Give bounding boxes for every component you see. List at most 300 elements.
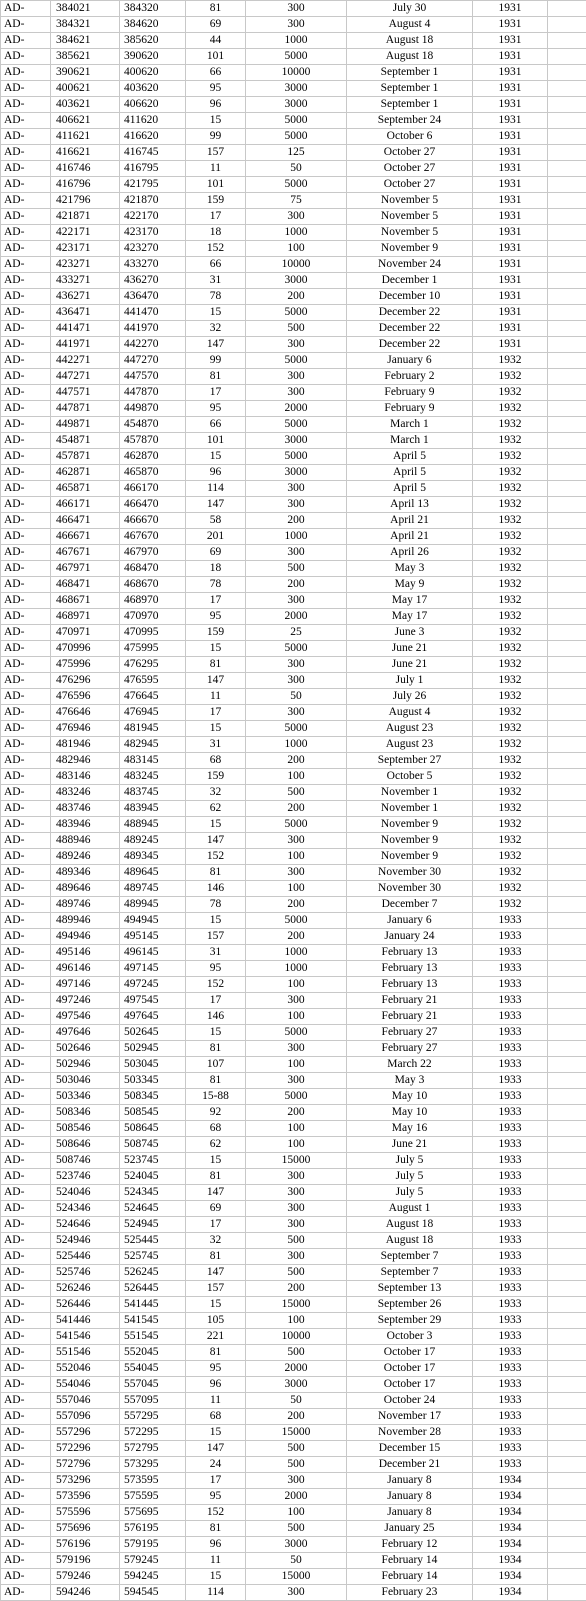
- end-number-cell: 468470: [120, 561, 186, 577]
- table-row: [1, 273, 586, 289]
- table-row: [1, 753, 586, 769]
- year-cell: 1932: [473, 561, 548, 577]
- quantity-cell: 300: [246, 1473, 347, 1489]
- date-cell: February 13: [347, 977, 473, 993]
- table-row: [1, 1073, 586, 1089]
- start-number-cell: 541546: [51, 1329, 120, 1345]
- code-cell: 95: [186, 961, 246, 977]
- end-number-cell: 576195: [120, 1521, 186, 1537]
- year-cell: 1934: [473, 1489, 548, 1505]
- table-row: [1, 545, 586, 561]
- end-number-cell: 384320: [120, 1, 186, 17]
- start-number-cell: 572796: [51, 1457, 120, 1473]
- table-body: [1, 1, 586, 1601]
- end-number-cell: 525745: [120, 1249, 186, 1265]
- end-number-cell: 442270: [120, 337, 186, 353]
- table-row: [1, 1569, 586, 1585]
- prefix-cell: AD-: [1, 65, 51, 81]
- table-row: [1, 1265, 586, 1281]
- table-row: [1, 257, 586, 273]
- code-cell: 152: [186, 1505, 246, 1521]
- end-number-cell: 467970: [120, 545, 186, 561]
- empty-cell: [548, 433, 586, 449]
- start-number-cell: 481946: [51, 737, 120, 753]
- empty-cell: [548, 1377, 586, 1393]
- empty-cell: [548, 785, 586, 801]
- date-cell: August 23: [347, 737, 473, 753]
- date-cell: March 1: [347, 433, 473, 449]
- quantity-cell: 500: [246, 561, 347, 577]
- end-number-cell: 481945: [120, 721, 186, 737]
- date-cell: November 9: [347, 849, 473, 865]
- year-cell: 1931: [473, 193, 548, 209]
- table-row: [1, 721, 586, 737]
- year-cell: 1932: [473, 641, 548, 657]
- end-number-cell: 462870: [120, 449, 186, 465]
- table-row: [1, 785, 586, 801]
- table-row: [1, 177, 586, 193]
- quantity-cell: 75: [246, 193, 347, 209]
- end-number-cell: 416745: [120, 145, 186, 161]
- year-cell: 1931: [473, 49, 548, 65]
- table-row: [1, 1121, 586, 1137]
- table-row: [1, 1153, 586, 1169]
- empty-cell: [548, 529, 586, 545]
- prefix-cell: AD-: [1, 1377, 51, 1393]
- prefix-cell: AD-: [1, 609, 51, 625]
- table-row: [1, 321, 586, 337]
- quantity-cell: 5000: [246, 177, 347, 193]
- date-cell: February 2: [347, 369, 473, 385]
- end-number-cell: 497645: [120, 1009, 186, 1025]
- date-cell: May 9: [347, 577, 473, 593]
- empty-cell: [548, 881, 586, 897]
- table-row: [1, 1553, 586, 1569]
- table-row: [1, 529, 586, 545]
- table-row: [1, 1409, 586, 1425]
- year-cell: 1934: [473, 1569, 548, 1585]
- empty-cell: [548, 1217, 586, 1233]
- empty-cell: [548, 1265, 586, 1281]
- code-cell: 159: [186, 769, 246, 785]
- year-cell: 1932: [473, 705, 548, 721]
- end-number-cell: 465870: [120, 465, 186, 481]
- table-row: [1, 81, 586, 97]
- year-cell: 1933: [473, 1345, 548, 1361]
- date-cell: June 21: [347, 641, 473, 657]
- date-cell: November 5: [347, 209, 473, 225]
- end-number-cell: 497545: [120, 993, 186, 1009]
- empty-cell: [548, 561, 586, 577]
- prefix-cell: AD-: [1, 529, 51, 545]
- year-cell: 1931: [473, 33, 548, 49]
- empty-cell: [548, 1009, 586, 1025]
- quantity-cell: 5000: [246, 913, 347, 929]
- date-cell: December 22: [347, 337, 473, 353]
- table-row: [1, 993, 586, 1009]
- year-cell: 1933: [473, 1121, 548, 1137]
- empty-cell: [548, 1329, 586, 1345]
- table-row: [1, 609, 586, 625]
- table-row: [1, 561, 586, 577]
- prefix-cell: AD-: [1, 657, 51, 673]
- year-cell: 1931: [473, 241, 548, 257]
- table-row: [1, 497, 586, 513]
- date-cell: November 5: [347, 225, 473, 241]
- end-number-cell: 502945: [120, 1041, 186, 1057]
- code-cell: 15: [186, 1025, 246, 1041]
- code-cell: 81: [186, 1, 246, 17]
- date-cell: September 27: [347, 753, 473, 769]
- year-cell: 1931: [473, 177, 548, 193]
- prefix-cell: AD-: [1, 1089, 51, 1105]
- quantity-cell: 200: [246, 513, 347, 529]
- prefix-cell: AD-: [1, 625, 51, 641]
- empty-cell: [548, 1, 586, 17]
- table-row: [1, 897, 586, 913]
- empty-cell: [548, 737, 586, 753]
- table-row: [1, 1393, 586, 1409]
- start-number-cell: 508346: [51, 1105, 120, 1121]
- empty-cell: [548, 1505, 586, 1521]
- year-cell: 1932: [473, 785, 548, 801]
- table-row: [1, 1425, 586, 1441]
- date-cell: April 26: [347, 545, 473, 561]
- code-cell: 11: [186, 1553, 246, 1569]
- quantity-cell: 200: [246, 1409, 347, 1425]
- table-row: [1, 1057, 586, 1073]
- quantity-cell: 50: [246, 1393, 347, 1409]
- end-number-cell: 524345: [120, 1185, 186, 1201]
- start-number-cell: 436471: [51, 305, 120, 321]
- quantity-cell: 200: [246, 929, 347, 945]
- table-row: [1, 705, 586, 721]
- start-number-cell: 385621: [51, 49, 120, 65]
- quantity-cell: 50: [246, 161, 347, 177]
- start-number-cell: 524646: [51, 1217, 120, 1233]
- empty-cell: [548, 353, 586, 369]
- year-cell: 1933: [473, 1457, 548, 1473]
- empty-cell: [548, 1121, 586, 1137]
- empty-cell: [548, 129, 586, 145]
- empty-cell: [548, 1105, 586, 1121]
- quantity-cell: 300: [246, 545, 347, 561]
- date-cell: April 5: [347, 465, 473, 481]
- date-cell: February 14: [347, 1569, 473, 1585]
- table-row: [1, 337, 586, 353]
- empty-cell: [548, 897, 586, 913]
- table-row: [1, 1249, 586, 1265]
- code-cell: 101: [186, 177, 246, 193]
- start-number-cell: 400621: [51, 81, 120, 97]
- table-row: [1, 353, 586, 369]
- date-cell: September 1: [347, 97, 473, 113]
- table-row: [1, 1505, 586, 1521]
- code-cell: 15: [186, 305, 246, 321]
- prefix-cell: AD-: [1, 1361, 51, 1377]
- quantity-cell: 300: [246, 385, 347, 401]
- date-cell: August 4: [347, 17, 473, 33]
- empty-cell: [548, 801, 586, 817]
- code-cell: 11: [186, 689, 246, 705]
- code-cell: 24: [186, 1457, 246, 1473]
- empty-cell: [548, 17, 586, 33]
- date-cell: September 26: [347, 1297, 473, 1313]
- empty-cell: [548, 1153, 586, 1169]
- prefix-cell: AD-: [1, 865, 51, 881]
- date-cell: February 23: [347, 1585, 473, 1601]
- code-cell: 147: [186, 833, 246, 849]
- start-number-cell: 579246: [51, 1569, 120, 1585]
- quantity-cell: 125: [246, 145, 347, 161]
- table-row: [1, 833, 586, 849]
- start-number-cell: 495146: [51, 945, 120, 961]
- year-cell: 1933: [473, 1329, 548, 1345]
- date-cell: December 7: [347, 897, 473, 913]
- end-number-cell: 554045: [120, 1361, 186, 1377]
- prefix-cell: AD-: [1, 1169, 51, 1185]
- date-cell: July 1: [347, 673, 473, 689]
- quantity-cell: 100: [246, 977, 347, 993]
- date-cell: November 5: [347, 193, 473, 209]
- code-cell: 95: [186, 609, 246, 625]
- date-cell: November 1: [347, 785, 473, 801]
- code-cell: 105: [186, 1313, 246, 1329]
- quantity-cell: 300: [246, 1185, 347, 1201]
- end-number-cell: 526245: [120, 1265, 186, 1281]
- prefix-cell: AD-: [1, 465, 51, 481]
- quantity-cell: 2000: [246, 401, 347, 417]
- empty-cell: [548, 753, 586, 769]
- year-cell: 1932: [473, 353, 548, 369]
- year-cell: 1931: [473, 289, 548, 305]
- end-number-cell: 470970: [120, 609, 186, 625]
- start-number-cell: 465871: [51, 481, 120, 497]
- end-number-cell: 523745: [120, 1153, 186, 1169]
- table-row: [1, 129, 586, 145]
- year-cell: 1931: [473, 209, 548, 225]
- table-row: [1, 1185, 586, 1201]
- prefix-cell: AD-: [1, 801, 51, 817]
- date-cell: November 9: [347, 241, 473, 257]
- date-cell: October 27: [347, 145, 473, 161]
- prefix-cell: AD-: [1, 673, 51, 689]
- start-number-cell: 497646: [51, 1025, 120, 1041]
- prefix-cell: AD-: [1, 353, 51, 369]
- start-number-cell: 573596: [51, 1489, 120, 1505]
- start-number-cell: 476646: [51, 705, 120, 721]
- prefix-cell: AD-: [1, 401, 51, 417]
- code-cell: 114: [186, 1585, 246, 1601]
- end-number-cell: 457870: [120, 433, 186, 449]
- date-cell: October 17: [347, 1361, 473, 1377]
- start-number-cell: 494946: [51, 929, 120, 945]
- quantity-cell: 3000: [246, 465, 347, 481]
- date-cell: August 18: [347, 1217, 473, 1233]
- date-cell: January 6: [347, 353, 473, 369]
- end-number-cell: 384620: [120, 17, 186, 33]
- quantity-cell: 300: [246, 705, 347, 721]
- quantity-cell: 25: [246, 625, 347, 641]
- year-cell: 1933: [473, 913, 548, 929]
- start-number-cell: 554046: [51, 1377, 120, 1393]
- table-row: [1, 1201, 586, 1217]
- prefix-cell: AD-: [1, 1121, 51, 1137]
- code-cell: 221: [186, 1329, 246, 1345]
- start-number-cell: 488946: [51, 833, 120, 849]
- start-number-cell: 508546: [51, 1121, 120, 1137]
- start-number-cell: 497146: [51, 977, 120, 993]
- date-cell: August 4: [347, 705, 473, 721]
- quantity-cell: 5000: [246, 721, 347, 737]
- quantity-cell: 3000: [246, 1537, 347, 1553]
- prefix-cell: AD-: [1, 753, 51, 769]
- quantity-cell: 15000: [246, 1297, 347, 1313]
- end-number-cell: 594245: [120, 1569, 186, 1585]
- table-row: [1, 1585, 586, 1601]
- quantity-cell: 1000: [246, 945, 347, 961]
- prefix-cell: AD-: [1, 1041, 51, 1057]
- year-cell: 1933: [473, 1425, 548, 1441]
- start-number-cell: 489346: [51, 865, 120, 881]
- date-cell: May 3: [347, 1073, 473, 1089]
- date-cell: December 22: [347, 321, 473, 337]
- start-number-cell: 466171: [51, 497, 120, 513]
- date-cell: January 8: [347, 1505, 473, 1521]
- prefix-cell: AD-: [1, 561, 51, 577]
- prefix-cell: AD-: [1, 33, 51, 49]
- start-number-cell: 557046: [51, 1393, 120, 1409]
- end-number-cell: 436270: [120, 273, 186, 289]
- end-number-cell: 441470: [120, 305, 186, 321]
- year-cell: 1933: [473, 1201, 548, 1217]
- quantity-cell: 5000: [246, 417, 347, 433]
- year-cell: 1932: [473, 385, 548, 401]
- end-number-cell: 489745: [120, 881, 186, 897]
- quantity-cell: 3000: [246, 81, 347, 97]
- date-cell: August 18: [347, 49, 473, 65]
- start-number-cell: 436271: [51, 289, 120, 305]
- code-cell: 147: [186, 497, 246, 513]
- date-cell: March 22: [347, 1057, 473, 1073]
- start-number-cell: 572296: [51, 1441, 120, 1457]
- date-cell: April 21: [347, 529, 473, 545]
- date-cell: November 1: [347, 801, 473, 817]
- quantity-cell: 500: [246, 321, 347, 337]
- start-number-cell: 466471: [51, 513, 120, 529]
- date-cell: January 8: [347, 1489, 473, 1505]
- code-cell: 66: [186, 257, 246, 273]
- table-row: [1, 769, 586, 785]
- date-cell: December 10: [347, 289, 473, 305]
- date-cell: November 28: [347, 1425, 473, 1441]
- end-number-cell: 525445: [120, 1233, 186, 1249]
- start-number-cell: 483946: [51, 817, 120, 833]
- prefix-cell: AD-: [1, 81, 51, 97]
- year-cell: 1932: [473, 865, 548, 881]
- prefix-cell: AD-: [1, 369, 51, 385]
- quantity-cell: 100: [246, 1313, 347, 1329]
- code-cell: 95: [186, 1361, 246, 1377]
- end-number-cell: 447570: [120, 369, 186, 385]
- empty-cell: [548, 1473, 586, 1489]
- empty-cell: [548, 1313, 586, 1329]
- end-number-cell: 476595: [120, 673, 186, 689]
- start-number-cell: 423171: [51, 241, 120, 257]
- table-row: [1, 1329, 586, 1345]
- prefix-cell: AD-: [1, 97, 51, 113]
- empty-cell: [548, 417, 586, 433]
- date-cell: June 21: [347, 1137, 473, 1153]
- end-number-cell: 573595: [120, 1473, 186, 1489]
- year-cell: 1932: [473, 625, 548, 641]
- code-cell: 146: [186, 881, 246, 897]
- table-row: [1, 401, 586, 417]
- year-cell: 1931: [473, 321, 548, 337]
- year-cell: 1933: [473, 1377, 548, 1393]
- quantity-cell: 300: [246, 673, 347, 689]
- table-row: [1, 865, 586, 881]
- quantity-cell: 15000: [246, 1569, 347, 1585]
- prefix-cell: AD-: [1, 1329, 51, 1345]
- prefix-cell: AD-: [1, 1025, 51, 1041]
- quantity-cell: 200: [246, 897, 347, 913]
- year-cell: 1931: [473, 1, 548, 17]
- empty-cell: [548, 641, 586, 657]
- code-cell: 32: [186, 321, 246, 337]
- end-number-cell: 526445: [120, 1281, 186, 1297]
- year-cell: 1933: [473, 1233, 548, 1249]
- prefix-cell: AD-: [1, 881, 51, 897]
- code-cell: 99: [186, 129, 246, 145]
- code-cell: 15-88: [186, 1089, 246, 1105]
- end-number-cell: 489345: [120, 849, 186, 865]
- empty-cell: [548, 321, 586, 337]
- end-number-cell: 470995: [120, 625, 186, 641]
- table-row: [1, 305, 586, 321]
- table-row: [1, 817, 586, 833]
- end-number-cell: 508345: [120, 1089, 186, 1105]
- end-number-cell: 416795: [120, 161, 186, 177]
- empty-cell: [548, 1281, 586, 1297]
- code-cell: 146: [186, 1009, 246, 1025]
- date-cell: September 7: [347, 1265, 473, 1281]
- date-cell: January 24: [347, 929, 473, 945]
- end-number-cell: 454870: [120, 417, 186, 433]
- table-row: [1, 1105, 586, 1121]
- date-cell: February 21: [347, 993, 473, 1009]
- code-cell: 68: [186, 1409, 246, 1425]
- quantity-cell: 5000: [246, 113, 347, 129]
- end-number-cell: 423270: [120, 241, 186, 257]
- date-cell: December 22: [347, 305, 473, 321]
- table-row: [1, 1521, 586, 1537]
- start-number-cell: 384321: [51, 17, 120, 33]
- code-cell: 17: [186, 1473, 246, 1489]
- quantity-cell: 100: [246, 1009, 347, 1025]
- end-number-cell: 400620: [120, 65, 186, 81]
- quantity-cell: 5000: [246, 129, 347, 145]
- empty-cell: [548, 49, 586, 65]
- end-number-cell: 475995: [120, 641, 186, 657]
- empty-cell: [548, 1393, 586, 1409]
- empty-cell: [548, 481, 586, 497]
- date-cell: November 9: [347, 833, 473, 849]
- quantity-cell: 1000: [246, 225, 347, 241]
- code-cell: 78: [186, 897, 246, 913]
- year-cell: 1931: [473, 273, 548, 289]
- empty-cell: [548, 145, 586, 161]
